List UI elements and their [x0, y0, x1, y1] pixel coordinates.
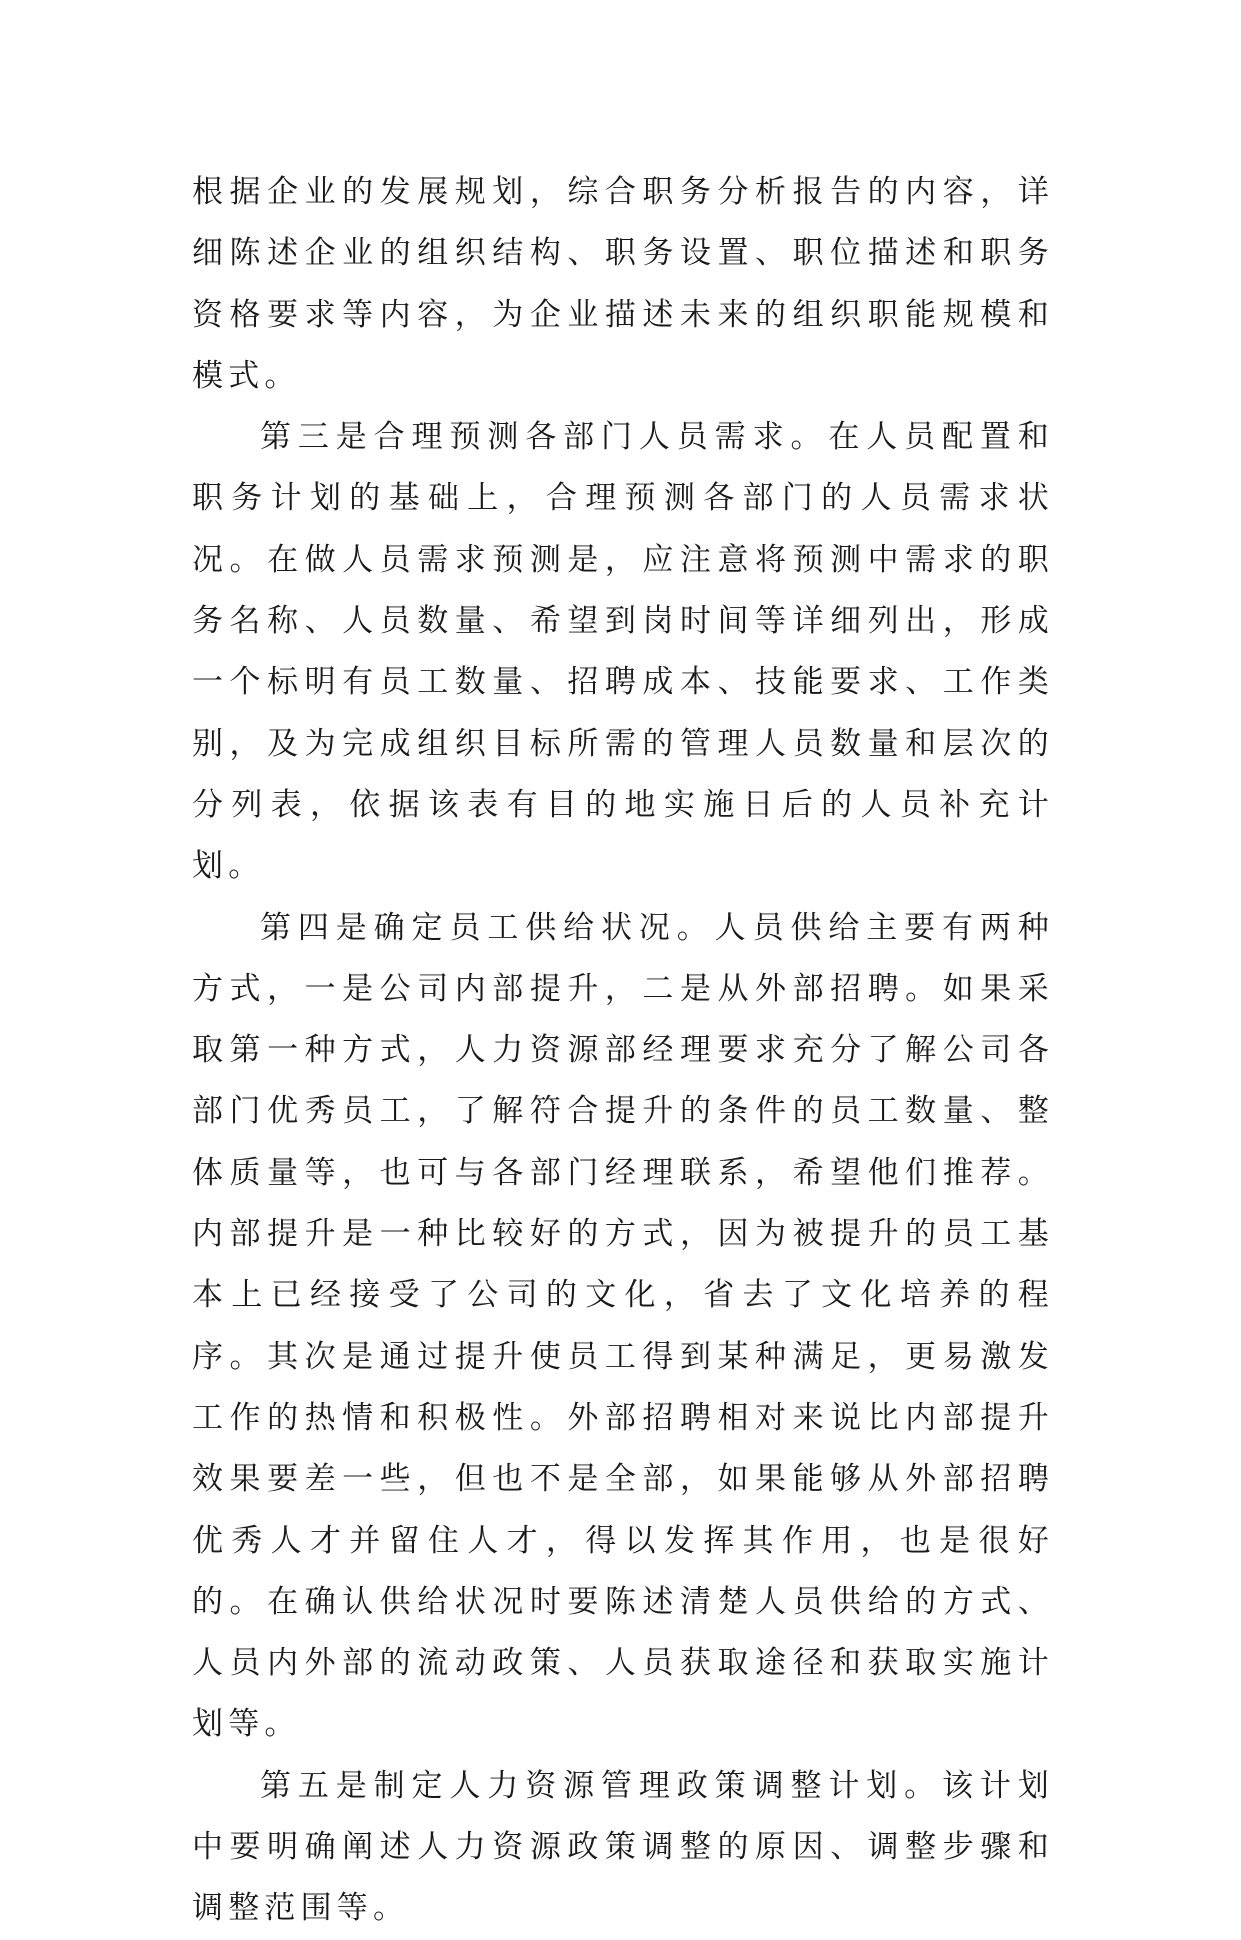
- document-body: [192, 162, 1054, 1940]
- paragraph-3: 第四是确定员工供给状况。人员供给主要有两种方式，一是公司内部提升，二是从外部招聘。如果采取第一种方式，人力资源部经理要求充分了解公司各部门优秀员工，了解符合提升的条件的员工数量、整体质量等，也可与各部门经理联系，希望他们推荐。内部提升是一种比较好的方式，因为被提升的员工基本上已经接受了公司的文化，省去了文化培养的程序。其次是通过提升使员工得到某种满足，更易激发工作的热情和积极性。外部招聘相对来说比内部提升效果要差一些，但也不是全部，如果能够从外部招聘优秀人才并留住人才，得以发挥其作用，也是很好的。在确认供给状况时要陈述清楚人员供给的方式、人员内外部的流动政策、人员获取途径和获取实施计划等。: [192, 909, 1054, 1743]
- paragraph-1: 根据企业的发展规划，综合职务分析报告的内容，详细陈述企业的组织结构、职务设置、职位描述和职务资格要求等内容，为企业描述未来的组织职能规模和模式。: [192, 174, 1054, 394]
- paragraph-4: 第五是制定人力资源管理政策调整计划。该计划中要明确阐述人力资源政策调整的原因、调整步骤和调整范围等。: [192, 1767, 1054, 1927]
- paragraph-2: 第三是合理预测各部门人员需求。在人员配置和职务计划的基础上，合理预测各部门的人员需求状况。在做人员需求预测是，应注意将预测中需求的职务名称、人员数量、希望到岗时间等详细列出，形成一个标明有员工数量、招聘成本、技能要求、工作类别，及为完成组织目标所需的管理人员数量和层次的分列表，依据该表有目的地实施日后的人员补充计划。: [192, 419, 1054, 885]
